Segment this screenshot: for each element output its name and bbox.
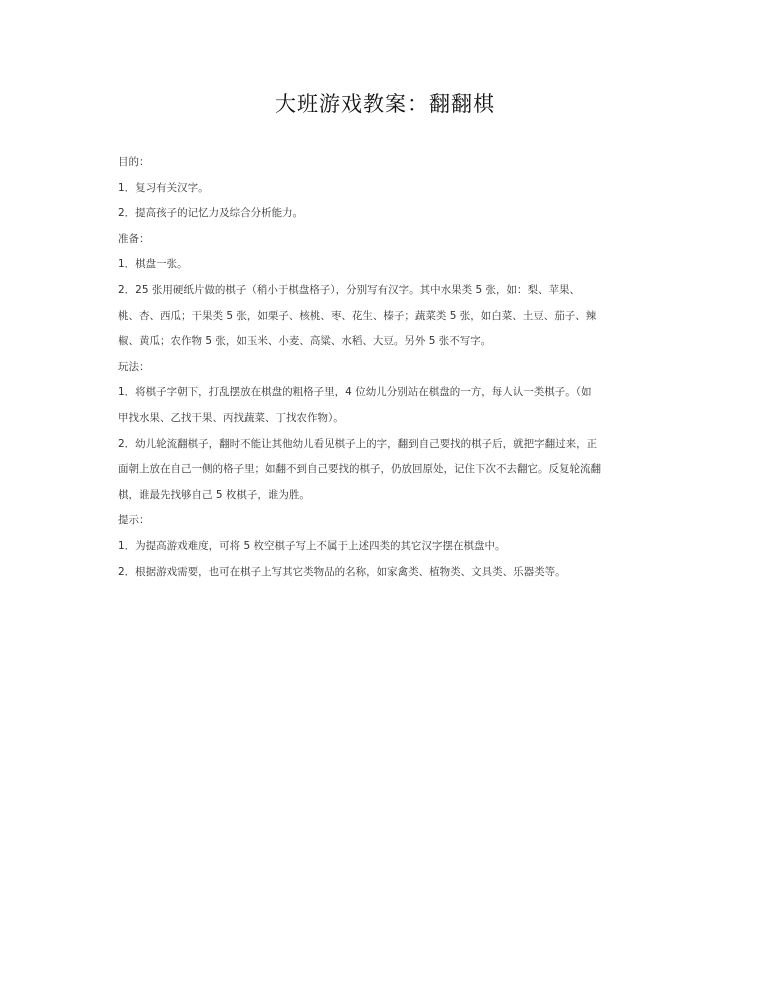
text-line: 1．将棋子字朝下，打乱摆放在棋盘的粗格子里，4 位幼儿分别站在棋盘的一方，每人认一类棋子。（如 — [118, 386, 592, 399]
text-line: 椒、黄瓜；农作物 5 张，如玉米、小麦、高粱、水稻、大豆。另外 5 张不写字。 — [118, 335, 492, 348]
section-heading-preparation: 准备： — [118, 232, 150, 245]
text-line: 棋，谁最先找够自己 5 枚棋子，谁为胜。 — [118, 488, 310, 501]
text-line: 桃、杏、西瓜；干果类 5 张，如栗子、核桃、枣、花生、榛子；蔬菜类 5 张，如白菜、土豆、茄子、辣 — [118, 309, 597, 322]
text-line: 2．提高孩子的记忆力及综合分析能力。 — [118, 207, 304, 220]
text-line: 1．为提高游戏难度，可将 5 枚空棋子写上不属于上述四类的其它汉字摆在棋盘中。 — [118, 539, 506, 552]
section-heading-tips: 提示： — [118, 514, 150, 527]
text-line: 面朝上放在自己一侧的格子里；如翻不到自己要找的棋子，仍放回原处，记住下次不去翻它。反复轮流翻 — [118, 463, 601, 476]
text-line: 1．复习有关汉字。 — [118, 181, 209, 194]
section-heading-gameplay: 玩法： — [118, 360, 150, 373]
text-line: 2．25 张用硬纸片做的棋子（稍小于棋盘格子），分别写有汉字。其中水果类 5 张，如：梨、苹果、 — [118, 283, 580, 296]
text-line: 甲找水果、乙找干果、丙找蔬菜、丁找农作物）。 — [118, 411, 344, 424]
document-body — [118, 150, 658, 585]
text-line: 2．幼儿轮流翻棋子，翻时不能让其他幼儿看见棋子上的字，翻到自己要找的棋子后，就把字翻过来，正 — [118, 437, 598, 450]
text-line: 1．棋盘一张。 — [118, 258, 188, 271]
section-heading-purpose: 目的： — [118, 156, 150, 168]
text-line: 2．根据游戏需要，也可在棋子上写其它类物品的名称，如家禽类、植物类、文具类、乐器类等。 — [118, 565, 566, 578]
document-title: 大班游戏教案：翻翻棋 — [275, 92, 495, 116]
